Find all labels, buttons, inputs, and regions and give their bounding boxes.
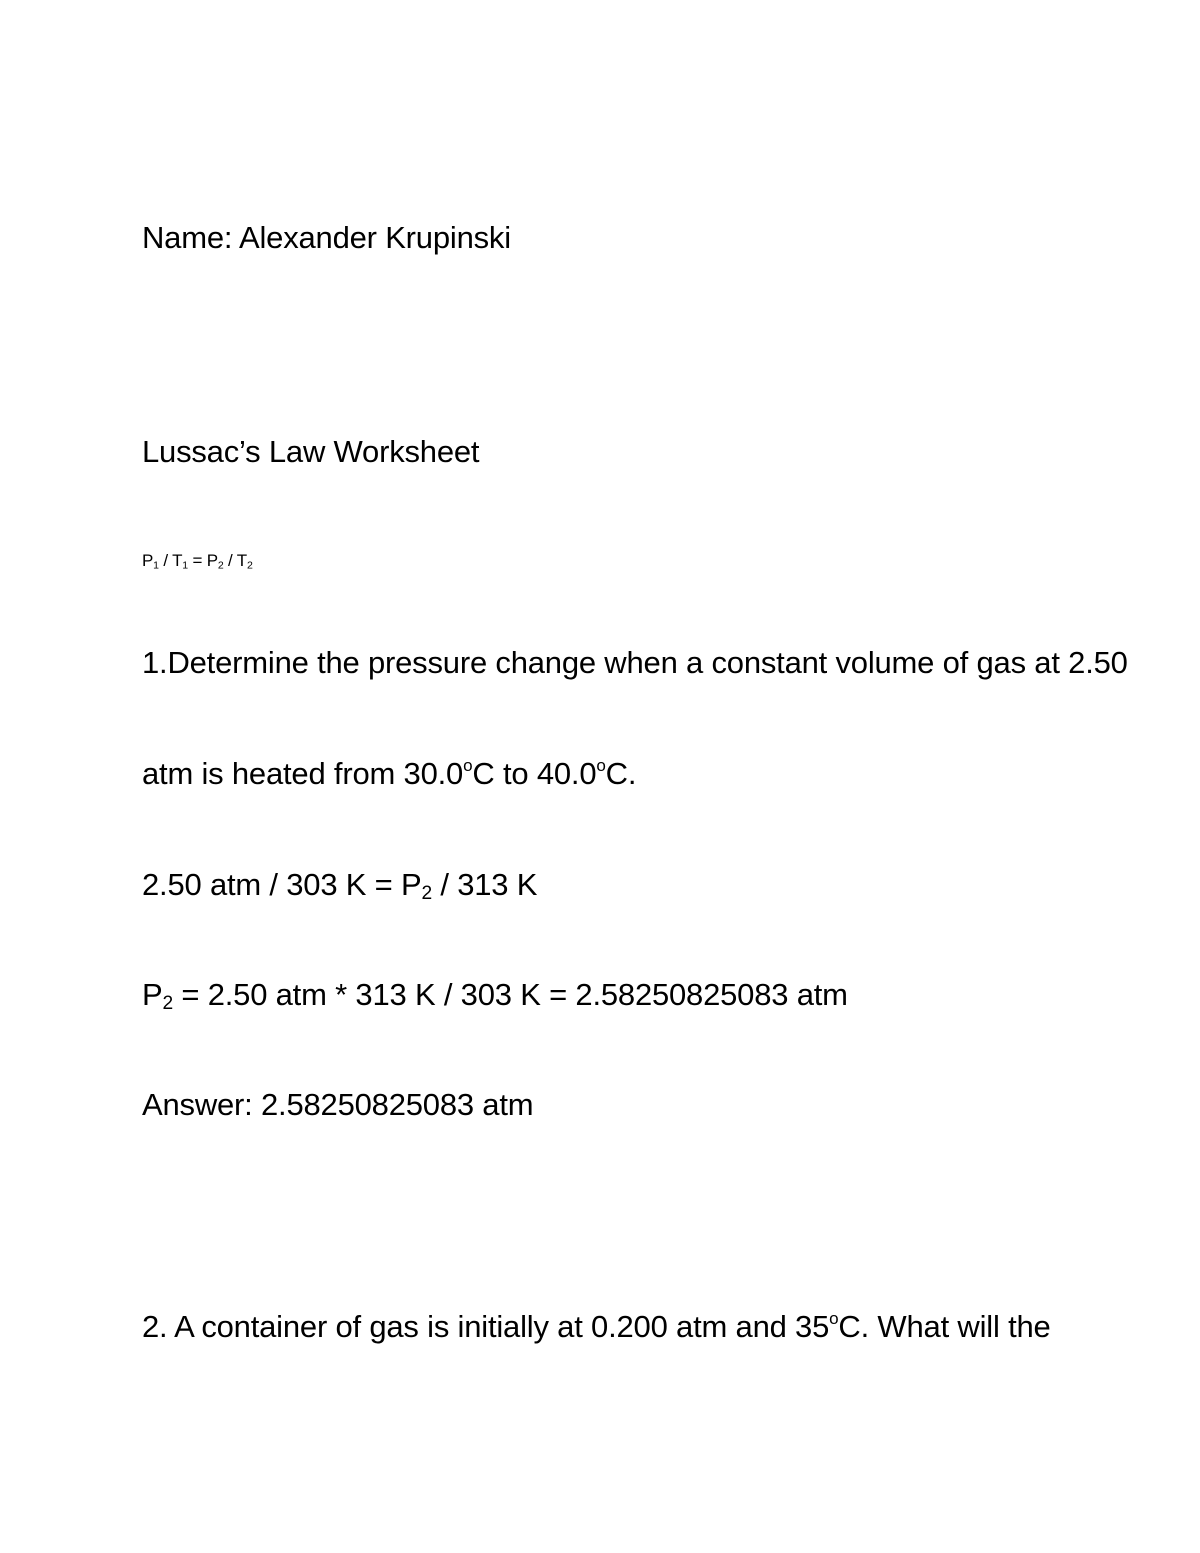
work-equation-1: 2.50 atm / 303 $K = P_2 / 313$ K xyxy=(142,867,538,905)
question-1-line-1: 1.Determine the pressure change when a constant volume of gas at 2.50 xyxy=(142,645,1128,680)
question-2-line-1: 2. A container of gas is initially at 0.200 atm and 35$^o$C. What will the xyxy=(142,1309,1051,1344)
question-1-line-2: atm is heated from 30.0$^o$C to 40.0$^o$C. xyxy=(142,756,637,791)
gay-lussac-formula: $P_1 / T_1 = P_2 / T_2$ xyxy=(142,551,253,572)
student-name: Name: Alexander Krupinski xyxy=(142,220,511,255)
worksheet-title: Lussac’s Law Worksheet xyxy=(142,434,480,469)
answer-1: Answer: 2.58250825083 atm xyxy=(142,1087,534,1122)
work-equation-2: $P_2 = 2.50$ atm * 313 K / 303 K = 2.58250825083 atm xyxy=(142,977,848,1015)
